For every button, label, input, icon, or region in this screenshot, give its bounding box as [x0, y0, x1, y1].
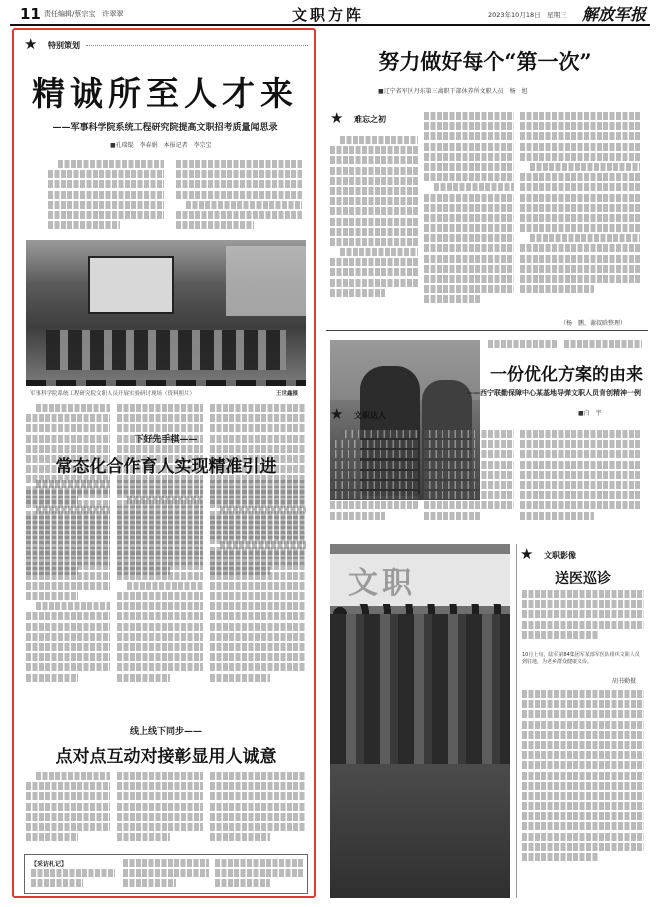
right-bottom-photo: 文职: [330, 544, 510, 898]
page-number: 11: [20, 5, 41, 23]
right-column-rule: [516, 544, 517, 898]
feature-intro-left: [48, 160, 164, 235]
right-mid-col3: [520, 430, 640, 540]
feature-headline: 精诚所至人才来: [32, 74, 298, 113]
section3-col2: [117, 772, 203, 850]
masthead-rule: [10, 24, 650, 26]
right-mid-byline: ■白 宇: [578, 410, 602, 417]
star-icon: ★: [520, 545, 534, 563]
right-top-author-credit: （杨 鹏、谢叔晗整理）: [560, 320, 627, 327]
shadow-title: 送医巡诊: [555, 571, 611, 587]
right-mid-column-label-text: 文职达人: [354, 410, 386, 420]
feature-intro-right: [176, 160, 302, 235]
shadow-caption-lines: [522, 590, 644, 650]
shadow-column-label-text: 文职影像: [544, 550, 576, 560]
shadow-extra-text: [522, 690, 644, 890]
interview-notes-label: 【采访札记】: [31, 861, 68, 868]
section2-col1: [26, 480, 110, 720]
section3-col1: [26, 772, 110, 850]
right-mid-subhead: ——西宁联勤保障中心某基地导弹文职人员肯创精神一例: [466, 389, 641, 397]
star-icon: ★: [330, 109, 344, 127]
feature-photo-caption: 军事科学院系统工程研究院文职人员开展实验研讨现场（资料照片）: [30, 391, 196, 397]
newspaper-logo: 解放军报: [582, 5, 647, 24]
section2-col3: [210, 480, 306, 720]
masthead: [0, 0, 658, 26]
right-mid-col2: [424, 430, 514, 540]
section3-col3: [210, 772, 306, 850]
right-mid-headline: 一份优化方案的由来: [490, 365, 643, 385]
right-mid-col-top-b: [564, 340, 642, 358]
section3-kicker: 线上线下同步——: [129, 727, 202, 737]
section2-col2: [117, 480, 203, 720]
editor-credit: 责任编辑/蔡宗宝 许翠翠: [44, 10, 124, 18]
right-top-column-label: [330, 109, 386, 127]
feature-column-label: [24, 35, 80, 53]
right-top-headline: 努力做好每个“第一次”: [378, 49, 592, 74]
right-top-col1: [330, 136, 418, 322]
star-icon: ★: [330, 405, 344, 423]
star-icon: ★: [24, 35, 38, 53]
feature-byline: ■孔瑞锟 李春娟 本报记者 李宗宝: [110, 142, 212, 149]
label-divider: [86, 45, 308, 46]
feature-column-label-text: 特别策划: [48, 40, 80, 50]
issue-date: 2023年10月18日 星期三: [488, 11, 567, 19]
section3-headline: 点对点互动对接彰显用人诚意: [55, 747, 277, 767]
right-top-col3: [520, 112, 640, 312]
shadow-caption: 10月上旬，陆军第84集团军某部军医队组织文职人员到驻地，为老乡群众健康义诊。: [522, 652, 640, 665]
right-top-column-label-text: 难忘之初: [354, 114, 386, 124]
right-mid-col1: [330, 430, 418, 540]
right-mid-column-label: [330, 405, 386, 423]
section2-headline: 常态化合作育人实现精准引进: [55, 457, 277, 477]
shadow-credit: 胡书勤摄: [612, 678, 637, 685]
right-top-col2: [424, 112, 514, 322]
interview-notes-box: [24, 854, 308, 894]
right-divider-1: [326, 330, 648, 331]
right-top-byline: ■辽宁省军区丹东第三离职干部休养所文职人员 杨 旭: [378, 88, 528, 95]
shadow-column-label: [520, 545, 576, 563]
feature-subhead: ——军事科学院系统工程研究院提高文职招考质量闻思录: [52, 123, 278, 133]
feature-photo: [26, 240, 306, 386]
section-title: 文职方阵: [292, 6, 365, 24]
right-mid-col-top-a: [488, 340, 558, 358]
section2-kicker: 下好先手棋——: [134, 435, 198, 445]
feature-photo-credit: 王世鑫摄: [276, 391, 299, 397]
